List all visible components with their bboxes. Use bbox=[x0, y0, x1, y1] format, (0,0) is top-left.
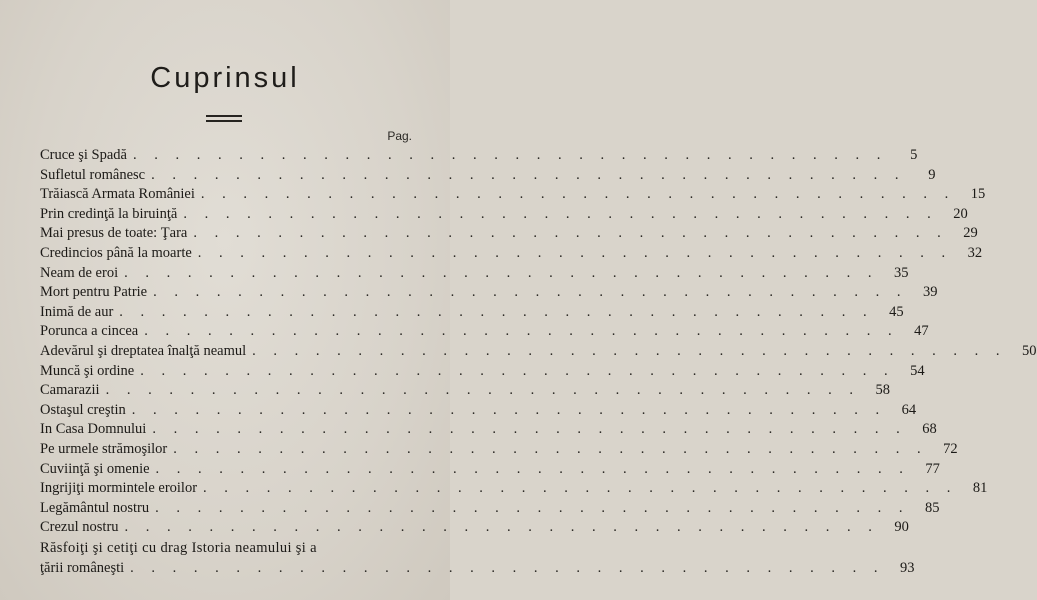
entry-label-line1: Răsfoiţi şi cetiţi cu drag Istoria neamului şi a bbox=[40, 539, 317, 556]
leader-dots: . . . . . . . . . . . . . . . . . . . . . . . . . . . . . . . . . . . . bbox=[124, 264, 879, 281]
leader-dots: . . . . . . . . . . . . . . . . . . . . . . . . . . . . . . . . . . . . bbox=[130, 559, 885, 576]
entry-label: Porunca a cincea bbox=[40, 323, 139, 340]
entry-label: Neam de eroi bbox=[40, 264, 119, 281]
leader-dots: . . . . . . . . . . . . . . . . . . . . . . . . . . . . . . . . . . . . bbox=[152, 421, 907, 438]
toc-entry bbox=[40, 244, 983, 264]
toc-entry bbox=[40, 342, 1037, 362]
leader-dots: . . . . . . . . . . . . . . . . . . . . . . . . . . . . . . . . . . . . bbox=[153, 284, 908, 301]
entry-page-number: 64 bbox=[901, 401, 917, 418]
entry-page-number: 47 bbox=[914, 323, 929, 340]
toc-entry bbox=[40, 440, 958, 460]
leader-dots: . . . . . . . . . . . . . . . . . . . . . . . . . . . . . . . . . . . . bbox=[197, 244, 953, 261]
entry-label: Mai presus de toate: Ţara bbox=[40, 225, 188, 242]
entry-label: Cruce şi Spadă bbox=[40, 147, 127, 163]
entry-label: Crezul nostru bbox=[40, 519, 119, 536]
toc-entry bbox=[40, 479, 988, 499]
entry-label: Ingrijiţi mormintele eroilor bbox=[40, 480, 198, 497]
leader-dots: . . . . . . . . . . . . . . . . . . . . . . . . . . . . . . . . . . . . bbox=[203, 480, 958, 497]
entry-page-number: 50 bbox=[1022, 342, 1037, 359]
toc-entry-multiline bbox=[40, 538, 915, 578]
entry-label: Muncă şi ordine bbox=[40, 362, 135, 379]
entry-page-number: 29 bbox=[963, 225, 978, 242]
entry-label: Cuviinţă şi omenie bbox=[40, 460, 150, 477]
toc-entry bbox=[40, 322, 929, 342]
leader-dots: . . . . . . . . . . . . . . . . . . . . . . . . . . . . . . . . . . . . bbox=[151, 166, 906, 183]
entry-label: Ostaşul creştin bbox=[40, 401, 126, 418]
toc-entry bbox=[40, 303, 904, 323]
toc-entry bbox=[40, 283, 938, 303]
title-rule-top bbox=[206, 115, 242, 117]
page-column-header: Pag. bbox=[387, 129, 412, 143]
entry-label: Credincios până la moarte bbox=[40, 244, 192, 261]
toc-entry bbox=[40, 499, 940, 519]
leader-dots: . . . . . . . . . . . . . . . . . . . . . . . . . . . . . . . . . . . . bbox=[200, 186, 956, 203]
entry-label: Camarazii bbox=[40, 382, 100, 399]
leader-dots: . . . . . . . . . . . . . . . . . . . . . . . . . . . . . . . . . . . . bbox=[105, 382, 860, 399]
toc-entry bbox=[40, 166, 936, 186]
toc-entry bbox=[40, 381, 890, 401]
leader-dots: . . . . . . . . . . . . . . . . . . . . . . . . . . . . . . . . . . . . bbox=[173, 440, 928, 457]
leader-dots: . . . . . . . . . . . . . . . . . . . . . . . . . . . . . . . . . . . . bbox=[183, 205, 938, 222]
entry-label: Inimă de aur bbox=[40, 303, 114, 320]
entry-page-number: 85 bbox=[925, 499, 940, 516]
leader-dots: . . . . . . . . . . . . . . . . . . . . . . . . . . . . . . . . . . . . bbox=[252, 342, 1007, 359]
toc-entry bbox=[40, 146, 918, 166]
toc-entry bbox=[40, 224, 978, 244]
toc-entry bbox=[40, 264, 909, 284]
entry-page-number: 90 bbox=[894, 519, 909, 536]
leader-dots: . . . . . . . . . . . . . . . . . . . . . . . . . . . . . . . . . . . . bbox=[144, 323, 899, 340]
table-of-contents bbox=[40, 146, 1037, 578]
entry-line2 bbox=[40, 558, 915, 578]
entry-label: Prin credinţă la biruinţă bbox=[40, 205, 178, 222]
entry-page-number: 81 bbox=[972, 480, 988, 497]
entry-page-number: 15 bbox=[970, 186, 986, 203]
entry-label: Sufletul românesc bbox=[40, 166, 146, 183]
leader-dots: . . . . . . . . . . . . . . . . . . . . . . . . . . . . . . . . . . . . bbox=[155, 499, 910, 516]
toc-entry bbox=[40, 362, 925, 382]
entry-page-number: 77 bbox=[925, 460, 940, 477]
toc-entry bbox=[40, 460, 940, 480]
entry-page-number: 93 bbox=[900, 559, 915, 576]
entry-page-number: 5 bbox=[910, 147, 918, 163]
leader-dots: . . . . . . . . . . . . . . . . . . . . . . . . . . . . . . . . . . . . bbox=[193, 225, 948, 242]
toc-entry bbox=[40, 401, 917, 421]
entry-label: Trăiască Armata României bbox=[40, 186, 195, 203]
entry-page-number: 68 bbox=[922, 421, 937, 438]
toc-entry bbox=[40, 205, 968, 225]
entry-label: Mort pentru Patrie bbox=[40, 284, 148, 301]
entry-label: Pe urmele strămoşilor bbox=[40, 440, 168, 457]
entry-page-number: 32 bbox=[967, 244, 983, 261]
entry-page-number: 9 bbox=[928, 166, 936, 183]
entry-page-number: 72 bbox=[943, 440, 958, 457]
leader-dots: . . . . . . . . . . . . . . . . . . . . . . . . . . . . . . . . . . . . bbox=[124, 519, 879, 536]
toc-entry bbox=[40, 185, 986, 205]
entry-label: Legământul nostru bbox=[40, 499, 150, 516]
entry-page-number: 58 bbox=[875, 382, 890, 399]
title-rule-bottom bbox=[206, 120, 242, 122]
entry-page-number: 54 bbox=[910, 362, 925, 379]
entry-page-number: 20 bbox=[953, 205, 968, 222]
entry-page-number: 45 bbox=[889, 303, 904, 320]
page-title: Cuprinsul bbox=[150, 62, 300, 94]
toc-entry bbox=[40, 420, 937, 440]
toc-entry bbox=[40, 518, 909, 538]
leader-dots: . . . . . . . . . . . . . . . . . . . . . . . . . . . . . . . . . . . . bbox=[131, 401, 887, 418]
entry-page-number: 39 bbox=[923, 284, 938, 301]
entry-label: In Casa Domnului bbox=[40, 421, 147, 438]
entry-page-number: 35 bbox=[893, 264, 909, 281]
leader-dots: . . . . . . . . . . . . . . . . . . . . . . . . . . . . . . . . . . . . bbox=[140, 362, 895, 379]
leader-dots: . . . . . . . . . . . . . . . . . . . . . . . . . . . . . . . . . . . . bbox=[132, 147, 888, 163]
leader-dots: . . . . . . . . . . . . . . . . . . . . . . . . . . . . . . . . . . . . bbox=[119, 303, 874, 320]
entry-label: Adevărul şi dreptatea înalţă neamul bbox=[40, 342, 247, 359]
entry-label-line2: ţării româneşti bbox=[40, 559, 125, 576]
leader-dots: . . . . . . . . . . . . . . . . . . . . . . . . . . . . . . . . . . . . bbox=[155, 460, 910, 477]
